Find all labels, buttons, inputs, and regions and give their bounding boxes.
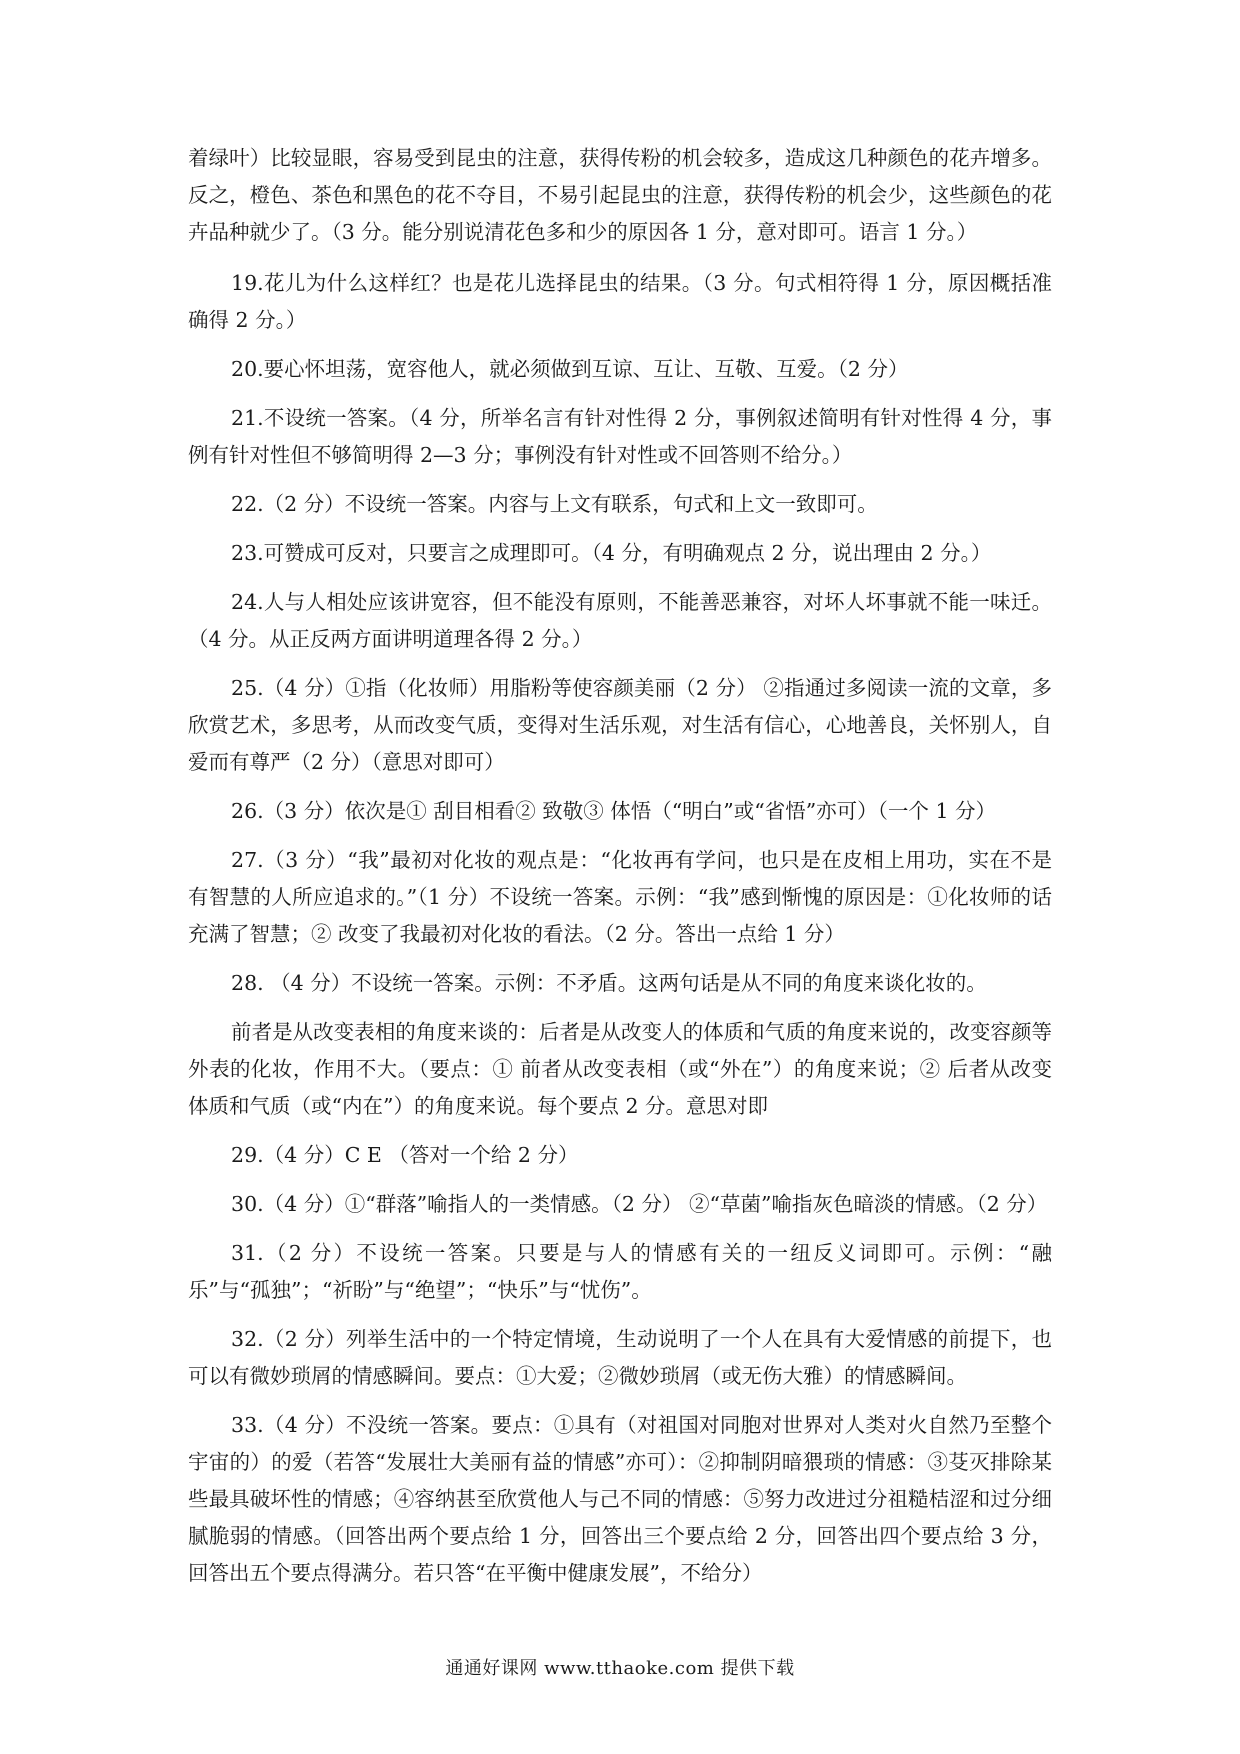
answer-31: 31.（2 分）不设统一答案。只要是与人的情感有关的一纽反义词即可。示例：“融乐”与“孤独”；“祈盼”与“绝望”；“快乐”与“忧伤”。 [188, 1241, 1052, 1302]
answer-19: 19.花儿为什么这样红？也是花儿选择昆虫的结果。（3 分。句式相符得 1 分，原因概括准确得 2 分。） [188, 271, 1052, 332]
answer-24: 24.人与人相处应该讲宽容，但不能没有原则，不能善恶兼容，对坏人坏事就不能一味迁。（4 分。从正反两方面讲明道理各得 2 分。） [188, 590, 1052, 651]
paragraph-18-continued: 着绿叶）比较显眼，容易受到昆虫的注意，获得传粉的机会较多，造成这几种颜色的花卉增多。反之，橙色、茶色和黑色的花不夺目，不易引起昆虫的注意，获得传粉的机会少，这些颜色的花卉品种就少了。（3 分。能分别说清花色多和少的原因各 1 分，意对即可。语言 1 分。） [188, 146, 1052, 244]
answer-33: 33.（4 分）不没统一答案。要点：①具有（对祖国对同胞对世界对人类对火自然乃至整个宇宙的）的爱（若答“发展壮大美丽有益的情感”亦可）：②抑制阴暗猥琐的情感：③芟灭排除某些最具破坏性的情感；④容纳甚至欣赏他人与己不同的情感：⑤努力改进过分祖糙桔涩和过分细腻脆弱的情感。（回答出两个要点给 1 分，回答出三个要点给 2 分，回答出四个要点给 3 分，回答出五个要点得满分。若只答“在平衡中健康发展”，不给分） [188, 1413, 1052, 1585]
page-footer: 通通好课网 www.tthaoke.com 提供下载 [445, 1658, 795, 1679]
answer-30: 30.（4 分）①“群落”喻指人的一类情感。（2 分） ②“草菌”喻指灰色暗淡的情感。（2 分） [231, 1192, 1048, 1216]
answer-20: 20.要心怀坦荡，宽容他人，就必须做到互谅、互让、互敬、互爱。（2 分） [231, 357, 909, 381]
answer-28: 28. （4 分）不设统一答案。示例：不矛盾。这两句话是从不同的角度来谈化妆的。 [231, 971, 987, 995]
answer-21: 21.不设统一答案。（4 分，所举名言有针对性得 2 分，事例叙述简明有针对性得 4 分，事例有针对性但不够简明得 2—3 分；事例没有针对性或不回答则不给分。） [188, 406, 1052, 467]
answer-key-body [188, 140, 1052, 1604]
answer-26: 26.（3 分）依次是① 刮目相看② 致敬③ 体悟（“明白”或“省悟”亦可）（一个 1 分） [231, 799, 997, 823]
answer-32: 32.（2 分）列举生活中的一个特定情境，生动说明了一个人在具有大爱情感的前提下，也可以有微妙琐屑的情感瞬间。要点：①大爱；②微妙琐屑（或无伤大雅）的情感瞬间。 [188, 1327, 1052, 1388]
answer-23: 23.可赞成可反对，只要言之成理即可。（4 分，有明确观点 2 分，说出理由 2 分。） [231, 541, 992, 565]
answer-22: 22.（2 分）不设统一答案。内容与上文有联系，句式和上文一致即可。 [231, 492, 878, 516]
answer-25: 25.（4 分）①指（化妆师）用脂粉等使容颜美丽（2 分） ②指通过多阅读一流的文章，多欣赏艺术，多思考，从而改变气质，变得对生活乐观，对生活有信心，心地善良，关怀别人，自爱而有尊严（2 分）（意思对即可） [188, 676, 1052, 774]
answer-28-continued: 前者是从改变表相的角度来谈的：后者是从改变人的体质和气质的角度来说的，改变容颜等外表的化妆，作用不大。（要点：① 前者从改变表相（或“外在”）的角度来说；② 后者从改变体质和气质（或“内在”）的角度来说。每个要点 2 分。意思对即 [188, 1020, 1052, 1118]
answer-29: 29.（4 分）C E （答对一个给 2 分） [231, 1143, 579, 1167]
answer-27: 27.（3 分）“我”最初对化妆的观点是：“化妆再有学问，也只是在皮相上用功，实在不是有智慧的人所应追求的。”（1 分）不设统一答案。示例：“我”感到惭愧的原因是：①化妆师的话充满了智慧；② 改变了我最初对化妆的看法。（2 分。答出一点给 1 分） [188, 848, 1052, 946]
